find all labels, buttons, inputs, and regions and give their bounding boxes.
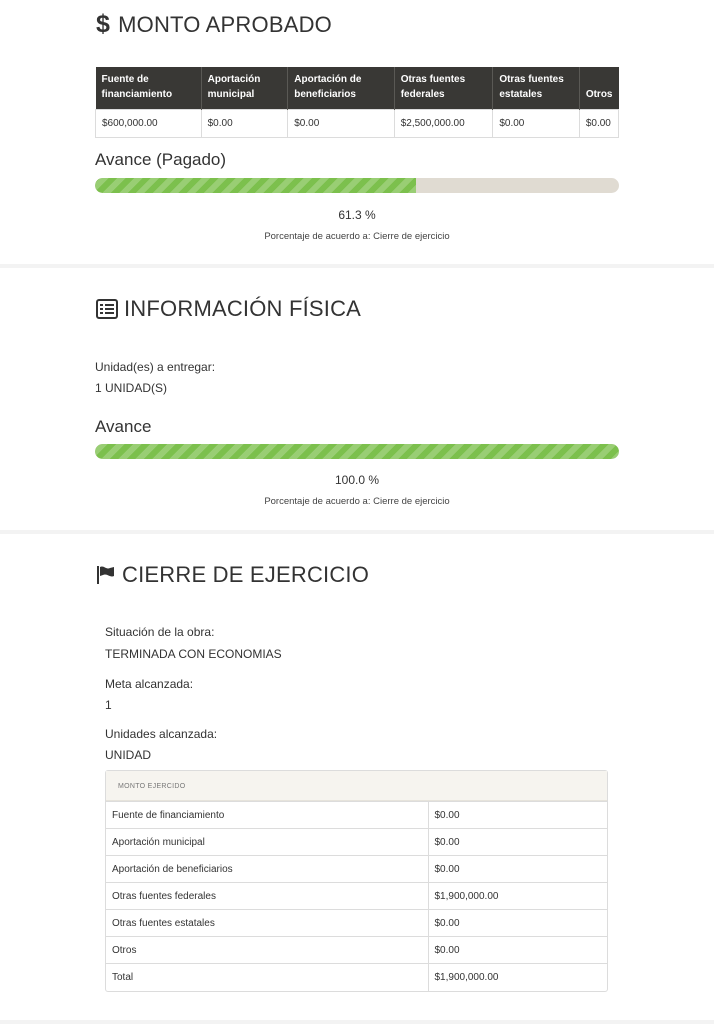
- table-cell: $0.00: [579, 109, 618, 137]
- situacion-label: Situación de la obra:: [105, 625, 215, 639]
- table-cell: $600,000.00: [96, 109, 202, 137]
- row-value: $0.00: [428, 829, 607, 856]
- unidades-alcanzada-value: UNIDAD: [105, 748, 152, 762]
- cierre-ejercicio-heading: [96, 562, 369, 588]
- monto-aprobado-title: MONTO APROBADO: [118, 11, 332, 37]
- row-label: Total: [106, 964, 428, 991]
- table-row-total: [106, 964, 607, 991]
- situacion-value: TERMINADA CON ECONOMIAS: [105, 647, 282, 661]
- monto-aprobado-table: [95, 67, 619, 138]
- row-value: $1,900,000.00: [428, 964, 607, 991]
- row-value: $0.00: [428, 910, 607, 937]
- row-value: $0.00: [428, 802, 607, 829]
- row-label: Otras fuentes estatales: [106, 910, 428, 937]
- avance-fisico-progress-bar: [95, 444, 619, 459]
- table-row: [106, 829, 607, 856]
- table-row: [106, 910, 607, 937]
- dollar-icon: $: [96, 10, 111, 38]
- avance-pagado-progress-bar: [95, 178, 619, 193]
- table-row: [106, 883, 607, 910]
- cierre-ejercicio-section: [0, 534, 714, 1020]
- table-row: [106, 856, 607, 883]
- cierre-ejercicio-title: CIERRE DE EJERCICIO: [122, 562, 370, 587]
- column-header: Aportación de beneficiarios: [288, 67, 394, 109]
- row-label: Otras fuentes federales: [106, 883, 428, 910]
- table-cell: $0.00: [288, 109, 394, 137]
- avance-pagado-progress-fill: [95, 178, 416, 193]
- table-row: [106, 802, 607, 829]
- monto-ejercido-panel: [105, 770, 608, 992]
- monto-ejercido-table: [106, 801, 607, 991]
- table-cell: $0.00: [493, 109, 580, 137]
- unidades-entregar-value: 1 UNIDAD(S): [95, 381, 168, 395]
- unidades-alcanzada-label: Unidades alcanzada:: [105, 727, 218, 741]
- avance-pagado-label: Avance (Pagado): [95, 150, 227, 169]
- row-label: Aportación municipal: [106, 829, 428, 856]
- table-row: [106, 937, 607, 964]
- column-header: Otros: [579, 67, 618, 109]
- unidades-entregar-label: Unidad(es) a entregar:: [95, 360, 216, 374]
- flag-icon: [96, 565, 116, 585]
- row-value: $1,900,000.00: [428, 883, 607, 910]
- avance-fisico-percent: 100.0 %: [334, 473, 380, 487]
- column-header: Otras fuentes estatales: [493, 67, 580, 109]
- column-header: Fuente de financiamiento: [96, 67, 202, 109]
- monto-aprobado-heading: [96, 10, 332, 39]
- row-label: Fuente de financiamiento: [106, 802, 428, 829]
- avance-pagado-note: Porcentaje de acuerdo a: Cierre de ejercicio: [264, 231, 450, 242]
- row-value: $0.00: [428, 937, 607, 964]
- table-header-row: [96, 67, 619, 109]
- column-header: Aportación municipal: [201, 67, 288, 109]
- table-cell: $0.00: [201, 109, 288, 137]
- informacion-fisica-heading: [96, 296, 361, 322]
- row-value: $0.00: [428, 856, 607, 883]
- avance-fisico-label: Avance: [95, 417, 152, 436]
- avance-fisico-note: Porcentaje de acuerdo a: Cierre de ejercicio: [264, 496, 450, 507]
- informacion-fisica-section: [0, 268, 714, 530]
- row-label: Aportación de beneficiarios: [106, 856, 428, 883]
- meta-value: 1: [105, 698, 112, 712]
- avance-pagado-percent: 61.3 %: [338, 208, 376, 222]
- list-icon: [96, 299, 118, 319]
- avance-fisico-progress-fill: [95, 444, 619, 459]
- table-cell: $2,500,000.00: [394, 109, 493, 137]
- informacion-fisica-title: INFORMACIÓN FÍSICA: [124, 296, 362, 321]
- table-row: [96, 109, 619, 137]
- monto-ejercido-header: MONTO EJERCIDO: [106, 771, 607, 801]
- row-label: Otros: [106, 937, 428, 964]
- column-header: Otras fuentes federales: [394, 67, 493, 109]
- meta-label: Meta alcanzada:: [105, 677, 194, 691]
- monto-aprobado-section: [0, 0, 714, 264]
